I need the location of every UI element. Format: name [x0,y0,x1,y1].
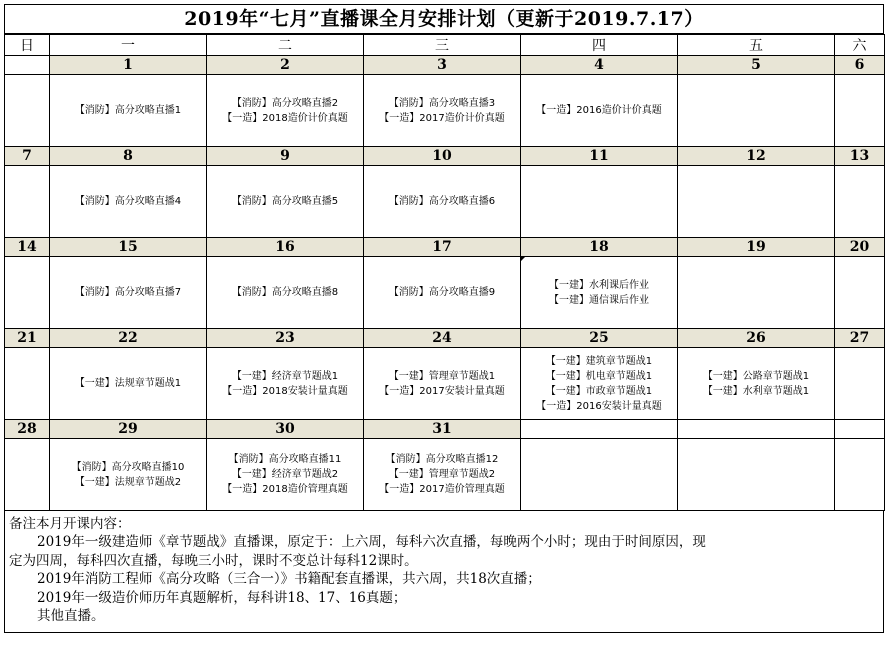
day-events-cell[interactable] [364,75,521,147]
notes-line: 其他直播。 [37,608,105,625]
weekday-header[interactable]: 五 [678,35,835,56]
day-events-cell[interactable] [50,75,207,147]
day-events-cell[interactable] [5,166,50,238]
day-events-cell[interactable] [364,348,521,420]
day-number-cell[interactable]: 17 [364,238,521,257]
day-events-cell[interactable] [835,166,885,238]
day-events-cell[interactable] [5,75,50,147]
event-item: 【消防】高分攻略直播8 [231,287,339,298]
weekday-header[interactable]: 日 [5,35,50,56]
day-number-cell[interactable] [835,420,885,439]
day-number-cell[interactable]: 3 [364,56,521,75]
day-number-cell[interactable] [5,56,50,75]
event-item: 【消防】高分攻略直播11 [228,454,342,465]
notes-line: 2019年一级造价师历年真题解析，每科讲18、17、16真题； [37,589,407,606]
event-item: 【一建】法规章节题战2 [74,476,182,488]
notes-line: 定为四周，每科四次直播，每晚三小时，课时不变总计每科12课时。 [9,552,418,569]
day-number-row [5,56,885,75]
event-item: 【一建】经济章节题战2 [231,469,339,480]
comment-marker-icon [521,257,525,261]
day-events-cell[interactable] [678,348,835,420]
day-events-cell[interactable] [835,439,885,511]
day-number-cell[interactable]: 4 [521,56,678,75]
day-events-cell[interactable] [835,257,885,329]
day-number-cell[interactable]: 29 [50,420,207,439]
day-events-cell[interactable] [5,439,50,511]
notes-section[interactable] [4,511,884,633]
day-number-cell[interactable]: 30 [207,420,364,439]
day-number-cell[interactable]: 14 [5,238,50,257]
day-events-cell[interactable] [50,439,207,511]
weekday-header-row [5,35,885,56]
day-events-cell[interactable] [678,75,835,147]
day-number-cell[interactable]: 20 [835,238,885,257]
day-number-cell[interactable] [678,420,835,439]
day-number-cell[interactable]: 13 [835,147,885,166]
events-row [5,166,885,238]
day-events-cell[interactable] [678,257,835,329]
schedule-sheet [4,4,884,633]
event-item: 【一建】通信课后作业 [549,294,649,306]
event-item: 【消防】高分攻略直播1 [74,105,182,116]
event-item: 【一建】建筑章节题战1 [545,355,653,367]
event-item: 【一建】公路章节题战1 [702,370,810,382]
day-number-cell[interactable]: 27 [835,329,885,348]
day-number-cell[interactable]: 18 [521,238,678,257]
day-events-cell[interactable] [521,166,678,238]
event-item: 【一造】2018造价计价真题 [222,112,348,124]
day-events-cell[interactable] [207,166,364,238]
event-item: 【消防】高分攻略直播4 [74,196,182,207]
event-item: 【消防】高分攻略直播3 [388,97,496,109]
event-item: 【消防】高分攻略直播9 [388,287,496,298]
event-item: 【一造】2017安装计量真题 [379,385,505,397]
day-events-cell[interactable] [207,75,364,147]
day-number-cell[interactable]: 7 [5,147,50,166]
day-events-cell[interactable] [678,166,835,238]
calendar-table [4,34,885,511]
day-number-cell[interactable]: 6 [835,56,885,75]
events-row [5,75,885,147]
event-item: 【消防】高分攻略直播2 [231,97,339,109]
day-number-row [5,147,885,166]
day-number-cell[interactable]: 5 [678,56,835,75]
weekday-header[interactable]: 一 [50,35,207,56]
day-events-cell[interactable] [364,439,521,511]
events-row [5,257,885,329]
event-item: 【一造】2017造价计价真题 [379,112,505,124]
day-events-cell[interactable] [364,166,521,238]
day-number-cell[interactable]: 24 [364,329,521,348]
day-number-cell[interactable] [521,420,678,439]
weekday-header[interactable]: 四 [521,35,678,56]
day-number-cell[interactable]: 9 [207,147,364,166]
day-events-cell[interactable] [521,348,678,420]
day-events-cell[interactable] [50,348,207,420]
day-number-cell[interactable]: 28 [5,420,50,439]
event-item: 【一建】法规章节题战1 [74,378,182,389]
event-item: 【一造】2017造价管理真题 [379,484,505,495]
day-number-cell[interactable]: 8 [50,147,207,166]
day-number-row [5,238,885,257]
weekday-header[interactable]: 三 [364,35,521,56]
day-events-cell[interactable] [50,257,207,329]
day-number-cell[interactable]: 16 [207,238,364,257]
day-events-cell[interactable] [678,439,835,511]
day-number-row [5,420,885,439]
day-number-cell[interactable]: 10 [364,147,521,166]
day-number-cell[interactable]: 12 [678,147,835,166]
day-events-cell[interactable] [364,257,521,329]
day-events-cell[interactable] [207,348,364,420]
event-item: 【一造】2016造价计价真题 [536,105,662,116]
weekday-header[interactable]: 六 [835,35,885,56]
day-number-cell[interactable]: 31 [364,420,521,439]
day-number-cell[interactable]: 19 [678,238,835,257]
day-events-cell[interactable] [5,348,50,420]
event-item: 【一建】水利章节题战1 [702,385,810,397]
day-events-cell[interactable] [207,257,364,329]
notes-heading: 备注本月开课内容： [9,516,131,532]
events-row [5,439,885,511]
day-number-cell[interactable]: 15 [50,238,207,257]
events-row [5,348,885,420]
event-item: 【消防】高分攻略直播12 [385,454,499,465]
page-title: 2019年“七月”直播课全月安排计划（更新于2019.7.17） [4,4,884,34]
event-item: 【消防】高分攻略直播10 [71,461,185,473]
day-events-cell[interactable] [835,348,885,420]
day-number-cell[interactable]: 25 [521,329,678,348]
day-events-cell[interactable] [207,439,364,511]
day-number-row [5,329,885,348]
day-events-cell[interactable] [50,166,207,238]
day-number-cell[interactable]: 11 [521,147,678,166]
day-events-cell[interactable] [5,257,50,329]
event-item: 【一建】水利课后作业 [549,279,649,291]
event-item: 【消防】高分攻略直播6 [388,196,496,207]
event-item: 【一造】2016安装计量真题 [536,400,662,412]
day-number-cell[interactable]: 22 [50,329,207,348]
event-item: 【一建】市政章节题战1 [545,385,653,397]
day-events-cell[interactable] [521,75,678,147]
event-item: 【一建】经济章节题战1 [231,370,339,382]
event-item: 【消防】高分攻略直播5 [231,196,339,207]
event-item: 【一造】2018造价管理真题 [222,484,348,495]
notes-line: 2019年一级建造师《章节题战》直播课，原定于：上六周，每科六次直播，每晚两个小时；现由于时间原因，现 [37,534,706,551]
event-item: 【一建】管理章节题战2 [388,469,496,480]
event-item: 【消防】高分攻略直播7 [74,287,182,298]
day-events-cell[interactable] [521,257,678,329]
day-events-cell[interactable] [521,439,678,511]
notes-line: 2019年消防工程师《高分攻略（三合一）》书籍配套直播课，共六周，共18次直播； [37,571,541,588]
day-number-cell[interactable]: 1 [50,56,207,75]
day-events-cell[interactable] [835,75,885,147]
day-number-cell[interactable]: 2 [207,56,364,75]
event-item: 【一建】管理章节题战1 [388,370,496,382]
day-number-cell[interactable]: 21 [5,329,50,348]
event-item: 【一建】机电章节题战1 [545,370,653,382]
day-number-cell[interactable]: 23 [207,329,364,348]
event-item: 【一造】2018安装计量真题 [222,385,348,397]
day-number-cell[interactable]: 26 [678,329,835,348]
weekday-header[interactable]: 二 [207,35,364,56]
